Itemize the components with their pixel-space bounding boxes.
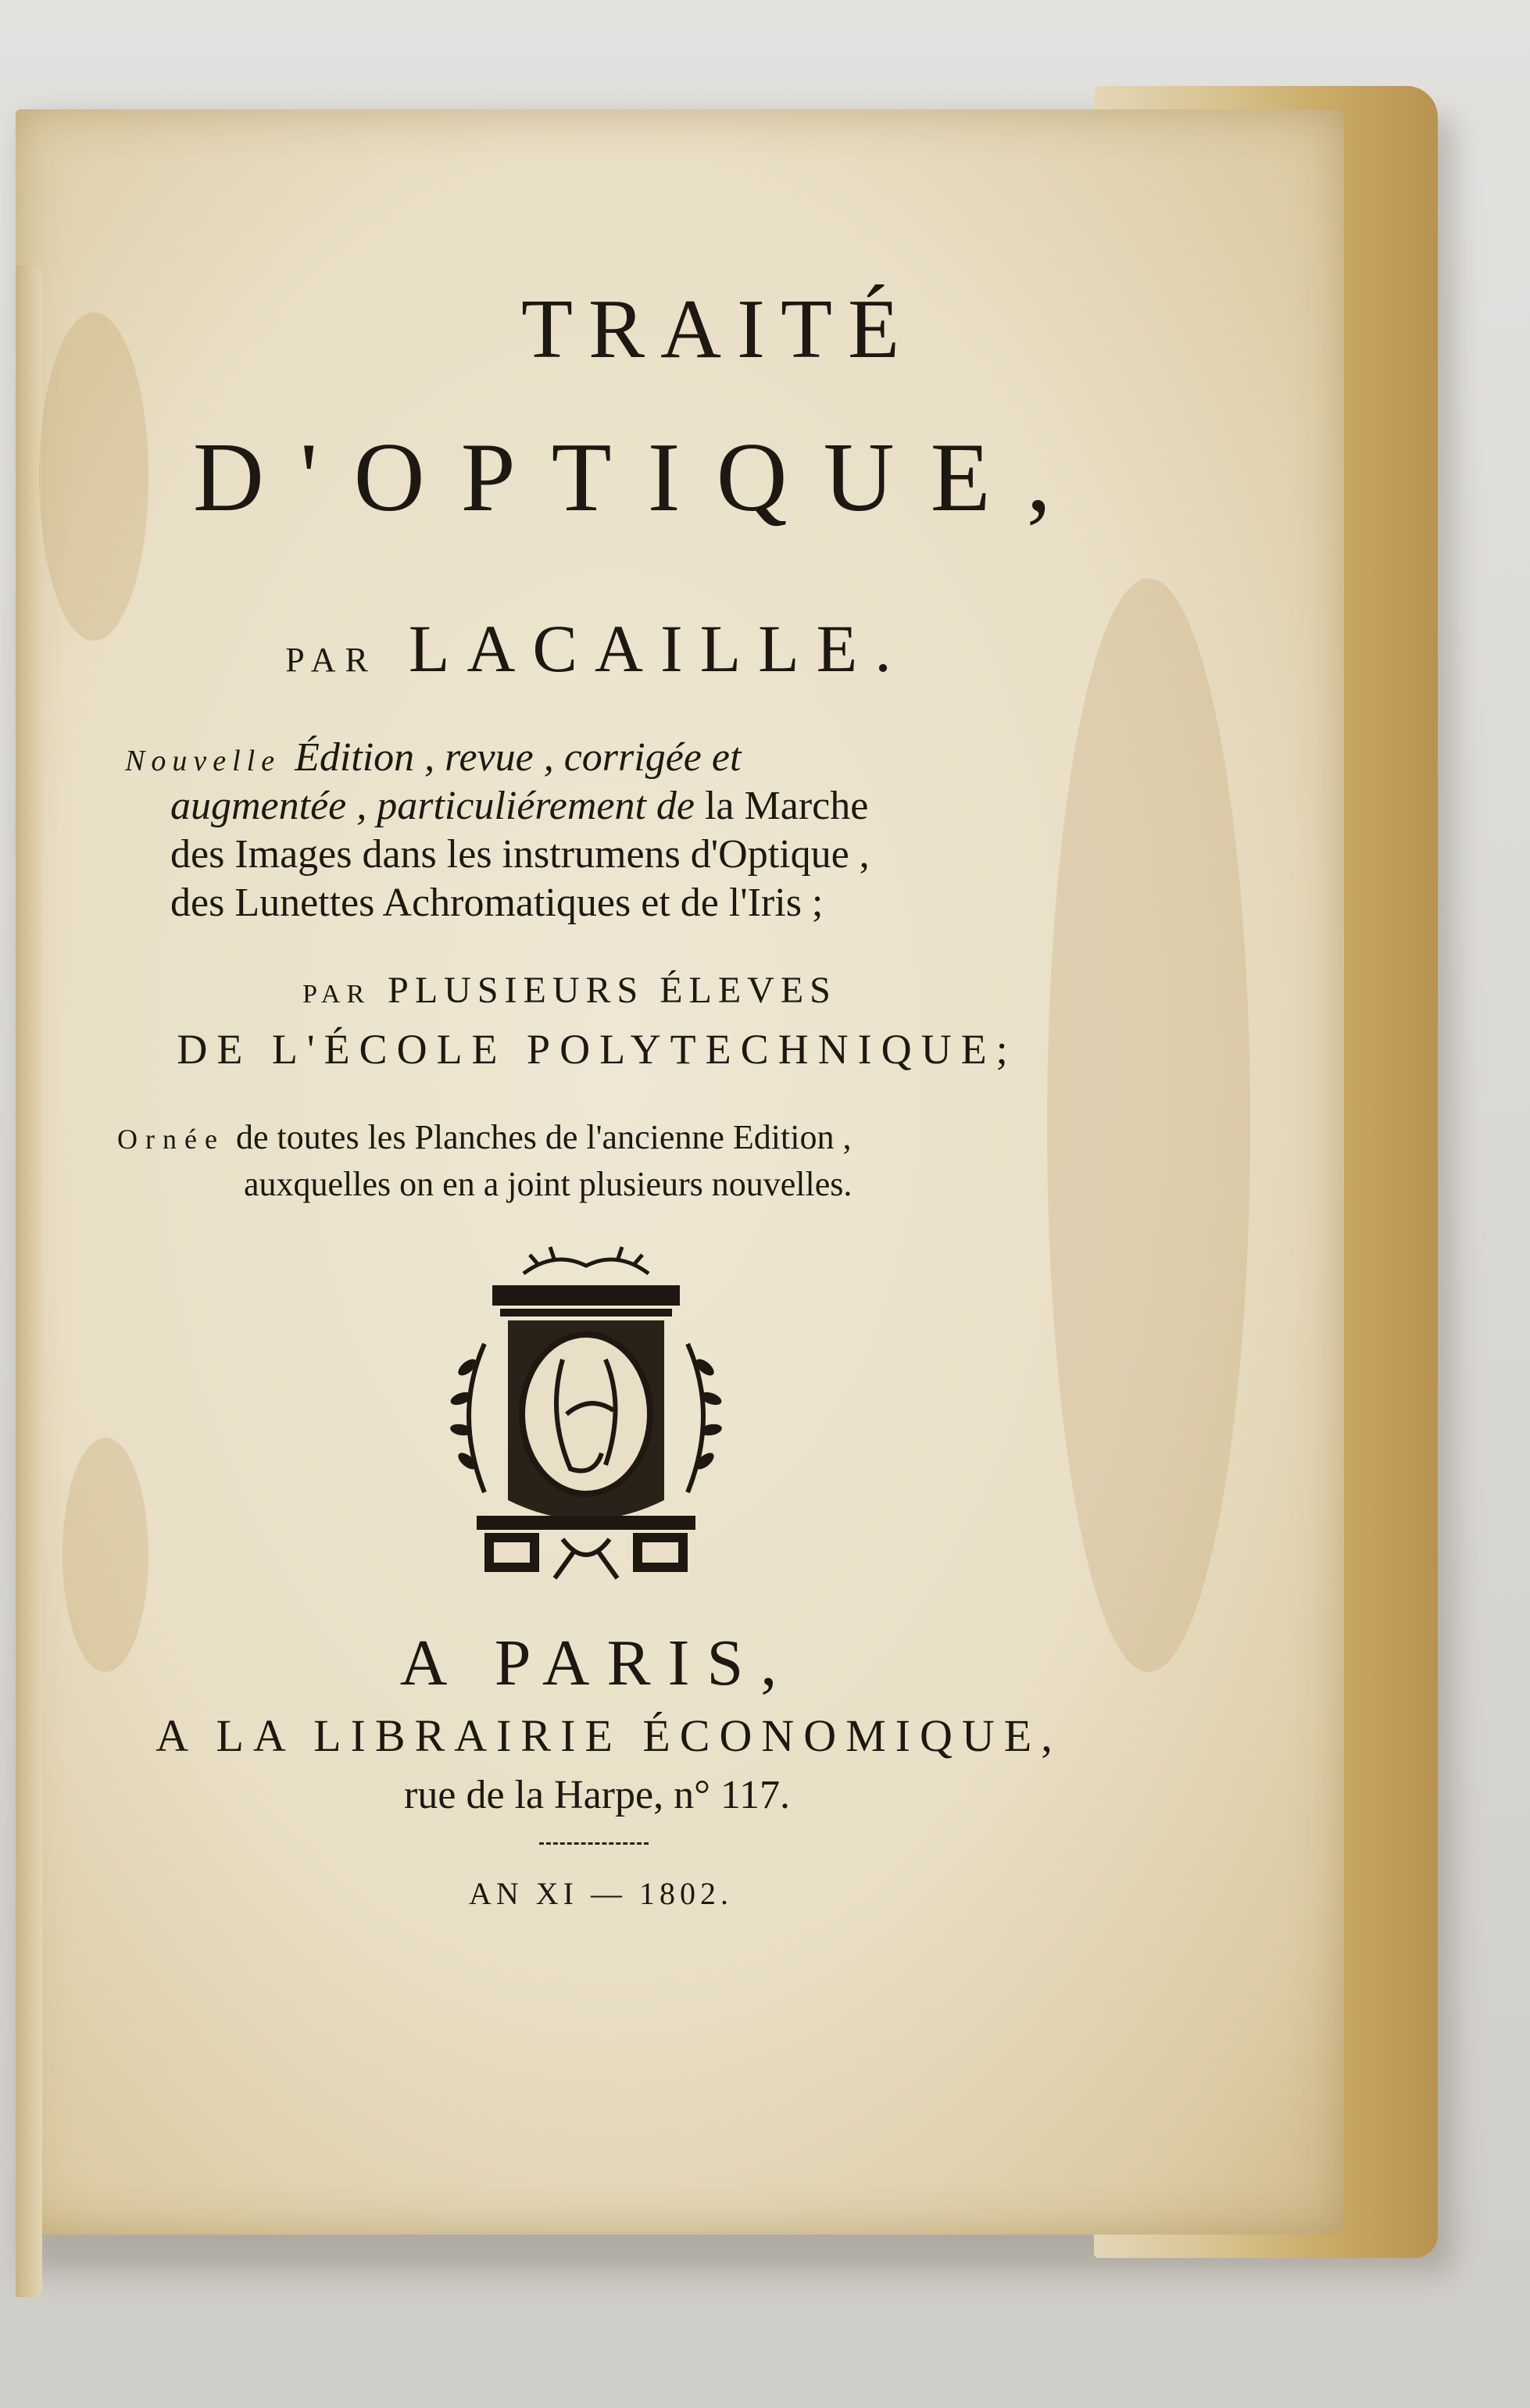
contributors-text: PLUSIEURS ÉLEVES xyxy=(388,970,837,1011)
imprint-city: A PARIS, xyxy=(399,1627,795,1699)
imprint-publisher: A LA LIBRAIRIE ÉCONOMIQUE, xyxy=(156,1710,1062,1761)
edition-text-1: Édition , revue , corrigée et xyxy=(295,735,742,780)
author-prefix: PAR xyxy=(285,641,377,679)
edition-line-4: des Lunettes Achromatiques et de l'Iris ; xyxy=(170,881,824,925)
edition-caps: Nouvelle xyxy=(125,745,281,777)
contributors-prefix: PAR xyxy=(302,980,371,1009)
title-line-2: D'OPTIQUE, xyxy=(192,423,1088,532)
edition-text-2-roman: la Marche xyxy=(694,784,869,828)
contributors-line xyxy=(0,969,1335,1012)
title-line-1: TRAITÉ xyxy=(521,283,915,376)
monogram-vignette-icon xyxy=(438,1242,735,1586)
imprint-date: AN XI — 1802. xyxy=(469,1876,733,1911)
imprint-address: rue de la Harpe, n° 117. xyxy=(404,1773,790,1817)
edition-line-2 xyxy=(170,783,868,829)
decorative-rule xyxy=(539,1842,649,1845)
ornee-caps: Ornée xyxy=(117,1124,225,1155)
school-line: DE L'ÉCOLE POLYTECHNIQUE; xyxy=(177,1026,1017,1073)
author-name: LACAILLE. xyxy=(408,611,909,686)
edition-text-2-italic: augmentée , particuliérement de xyxy=(170,784,695,828)
edition-line-3: des Images dans les instrumens d'Optique , xyxy=(170,832,870,877)
edition-line-1 xyxy=(125,734,741,781)
binding-edge xyxy=(16,266,42,2297)
ornee-text-1: de toutes les Planches de l'ancienne Edition , xyxy=(235,1118,852,1156)
author-line xyxy=(0,609,1362,688)
foxing-stain xyxy=(1047,578,1250,1672)
ornee-line-2: auxquelles on en a joint plusieurs nouvelles. xyxy=(244,1165,853,1203)
ornee-line-1 xyxy=(117,1117,851,1157)
